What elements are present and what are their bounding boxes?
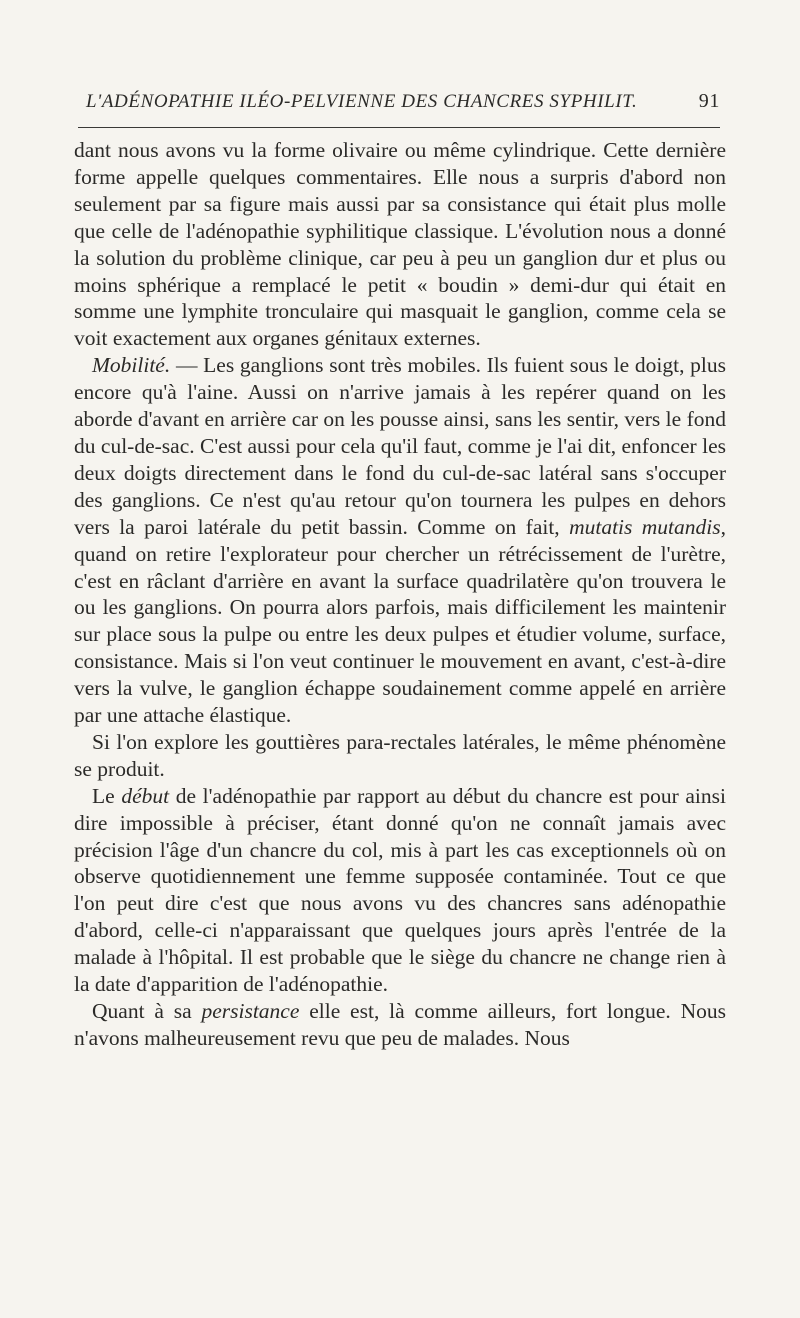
paragraph-4: Le début de l'adénopathie par rapport au début du chancre est pour ainsi dire impossible à préciser, étant donné qu'on ne connaît jamais avec précision l'âge d'un chancre du col, mis à part les cas exceptionnels où on observe quotidiennement une femme supposée contaminée. Tout ce que l'on peut dire c'est que nous avons vu des chancres sans adénopathie d'abord, celle-ci n'apparaissant que quelques jours après l'entrée de la malade à l'hôpital. Il est probable que le siège du chancre ne change rien à la date d'apparition de l'adénopathie. bbox=[74, 783, 726, 997]
paragraph-1: dant nous avons vu la forme olivaire ou même cylindrique. Cette dernière forme appelle quelques commentaires. Elle nous a surpris d'abord non seulement par sa figure mais aussi par sa consistance qui était plus molle que celle de l'adénopathie syphilitique classique. L'évolution nous a donné la solution du problème clinique, car peu à peu un ganglion dur et plus ou moins sphérique a remplacé le petit « boudin » demi-dur qui était en somme une lymphite tronculaire qui masquait le ganglion, comme cela se voit exactement aux organes génitaux externes. bbox=[74, 138, 726, 351]
body-text bbox=[74, 137, 726, 1052]
page-number: 91 bbox=[698, 90, 720, 112]
header-rule bbox=[78, 127, 720, 128]
running-title: L'ADÉNOPATHIE ILÉO-PELVIENNE DES CHANCRES SYPHILIT. bbox=[86, 91, 638, 112]
paragraph-3: Si l'on explore les gouttières para-rectales latérales, le même phénomène se produit. bbox=[74, 729, 726, 781]
paragraph-2: Mobilité. — Les ganglions sont très mobiles. Ils fuient sous le doigt, plus encore qu'à l'aine. Aussi on n'arrive jamais à les repérer quand on les aborde d'avant en arrière car on les pousse ainsi, sans les sentir, vers le fond du cul-de-sac. C'est aussi pour cela qu'il faut, comme je l'ai dit, enfoncer les deux doigts directement dans le fond du cul-de-sac latéral sans s'occuper des ganglions. Ce n'est qu'au retour qu'on tournera les pulpes en dehors vers la paroi latérale du petit bassin. Comme on fait, mutatis mutandis, quand on retire l'explorateur pour chercher un rétrécissement de l'urètre, c'est en râclant d'arrière en avant la surface quadrilatère qu'on trouvera le ou les ganglions. On pourra alors parfois, mais difficilement les maintenir sur place sous la pulpe ou entre les deux pulpes et étudier volume, surface, consistance. Mais si l'on veut continuer le mouvement en avant, c'est-à-dire vers la vulve, le ganglion échappe soudainement comme appelé en arrière par une attache élastique. bbox=[74, 353, 726, 728]
page-header bbox=[86, 90, 720, 113]
paragraph-2-label: Mobilité. bbox=[92, 353, 171, 378]
paragraph-5: Quant à sa persistance elle est, là comme ailleurs, fort longue. Nous n'avons malheureusement revu que peu de malades. Nous bbox=[74, 999, 726, 1050]
